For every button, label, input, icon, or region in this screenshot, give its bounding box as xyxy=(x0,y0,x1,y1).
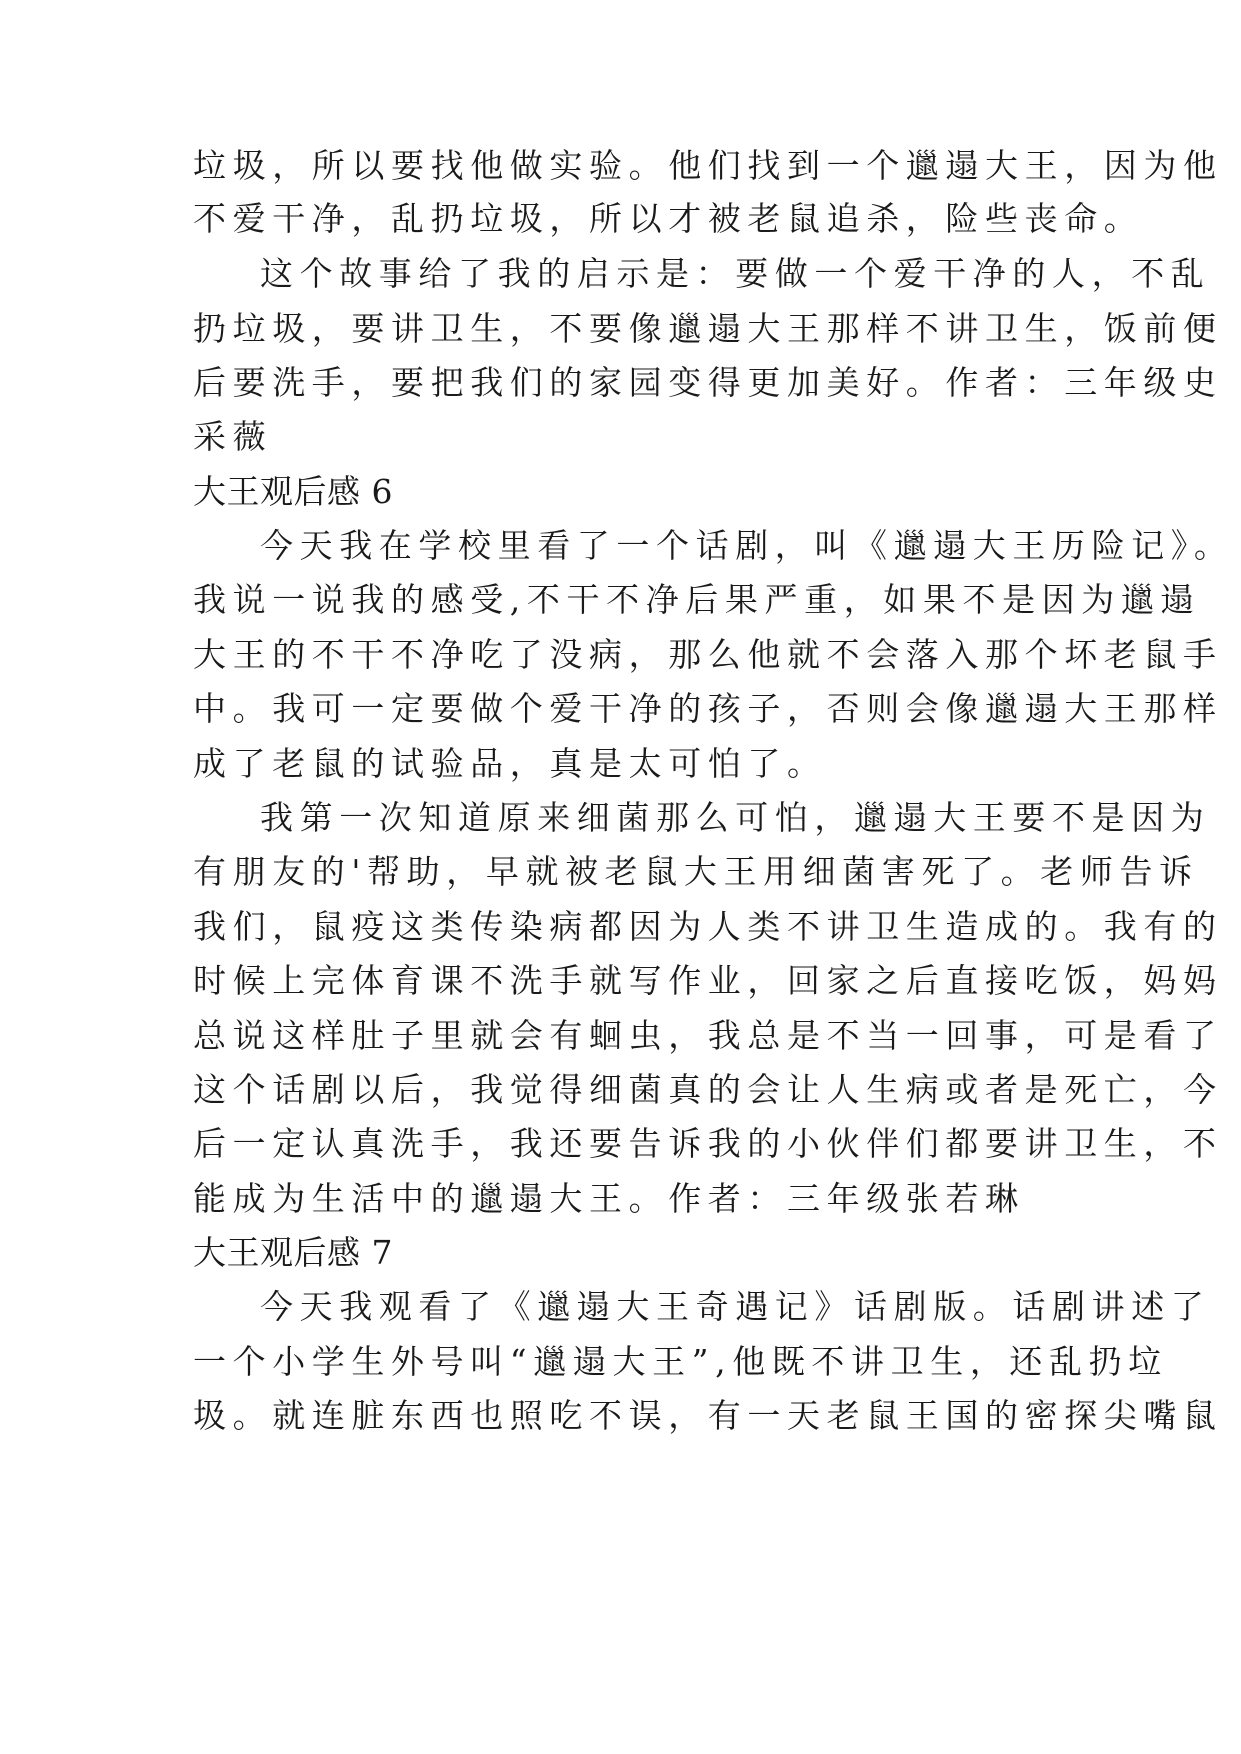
paragraph-line: 我说一说我的感受,不干不净后果严重，如果不是因为邋遢 xyxy=(193,580,1201,619)
paragraph-line: 大王的不干不净吃了没病，那么他就不会落入那个坏老鼠手 xyxy=(193,635,1223,674)
paragraph-line: 垃圾，所以要找他做实验。他们找到一个邋遢大王，因为他 xyxy=(193,146,1223,185)
paragraph-line: 我第一次知道原来细菌那么可怕，邋遢大王要不是因为 xyxy=(260,798,1211,837)
paragraph-line: 这个话剧以后，我觉得细菌真的会让人生病或者是死亡，今 xyxy=(193,1070,1223,1109)
paragraph-line: 圾。就连脏东西也照吃不误，有一天老鼠王国的密探尖嘴鼠 xyxy=(193,1396,1223,1435)
paragraph-line: 后要洗手，要把我们的家园变得更加美好。作者：三年级史 xyxy=(193,363,1223,402)
paragraph-line: 今天我观看了《邋遢大王奇遇记》话剧版。话剧讲述了 xyxy=(260,1287,1211,1326)
paragraph-line: 总说这样肚子里就会有蛔虫，我总是不当一回事，可是看了 xyxy=(193,1016,1223,1055)
paragraph-line: 今天我在学校里看了一个话剧，叫《邋遢大王历险记》。 xyxy=(260,526,1234,565)
paragraph-line: 我们，鼠疫这类传染病都因为人类不讲卫生造成的。我有的 xyxy=(193,907,1223,946)
paragraph-line: 能成为生活中的邋遢大王。作者：三年级张若琳 xyxy=(193,1179,1025,1218)
paragraph-line: 有朋友的'帮助，早就被老鼠大王用细菌害死了。老师告诉 xyxy=(193,852,1199,891)
paragraph-line: 后一定认真洗手，我还要告诉我的小伙伴们都要讲卫生，不 xyxy=(193,1124,1223,1163)
paragraph-line: 时候上完体育课不洗手就写作业，回家之后直接吃饭，妈妈 xyxy=(193,961,1223,1000)
paragraph-line: 中。我可一定要做个爱干净的孩子，否则会像邋遢大王那样 xyxy=(193,689,1223,728)
paragraph-line: 成了老鼠的试验品，真是太可怕了。 xyxy=(193,744,827,783)
paragraph-line: 一个小学生外号叫“邋遢大王”,他既不讲卫生，还乱扔垃 xyxy=(193,1342,1168,1381)
section-heading: 大王观后感 7 xyxy=(193,1233,393,1272)
section-heading: 大王观后感 6 xyxy=(193,472,393,511)
paragraph-line: 这个故事给了我的启示是：要做一个爱干净的人，不乱 xyxy=(260,254,1211,293)
paragraph-line: 不爱干净，乱扔垃圾，所以才被老鼠追杀，险些丧命。 xyxy=(193,199,1144,238)
paragraph-line: 扔垃圾，要讲卫生，不要像邋遢大王那样不讲卫生，饭前便 xyxy=(193,309,1223,348)
author-line: 采薇 xyxy=(193,417,273,456)
